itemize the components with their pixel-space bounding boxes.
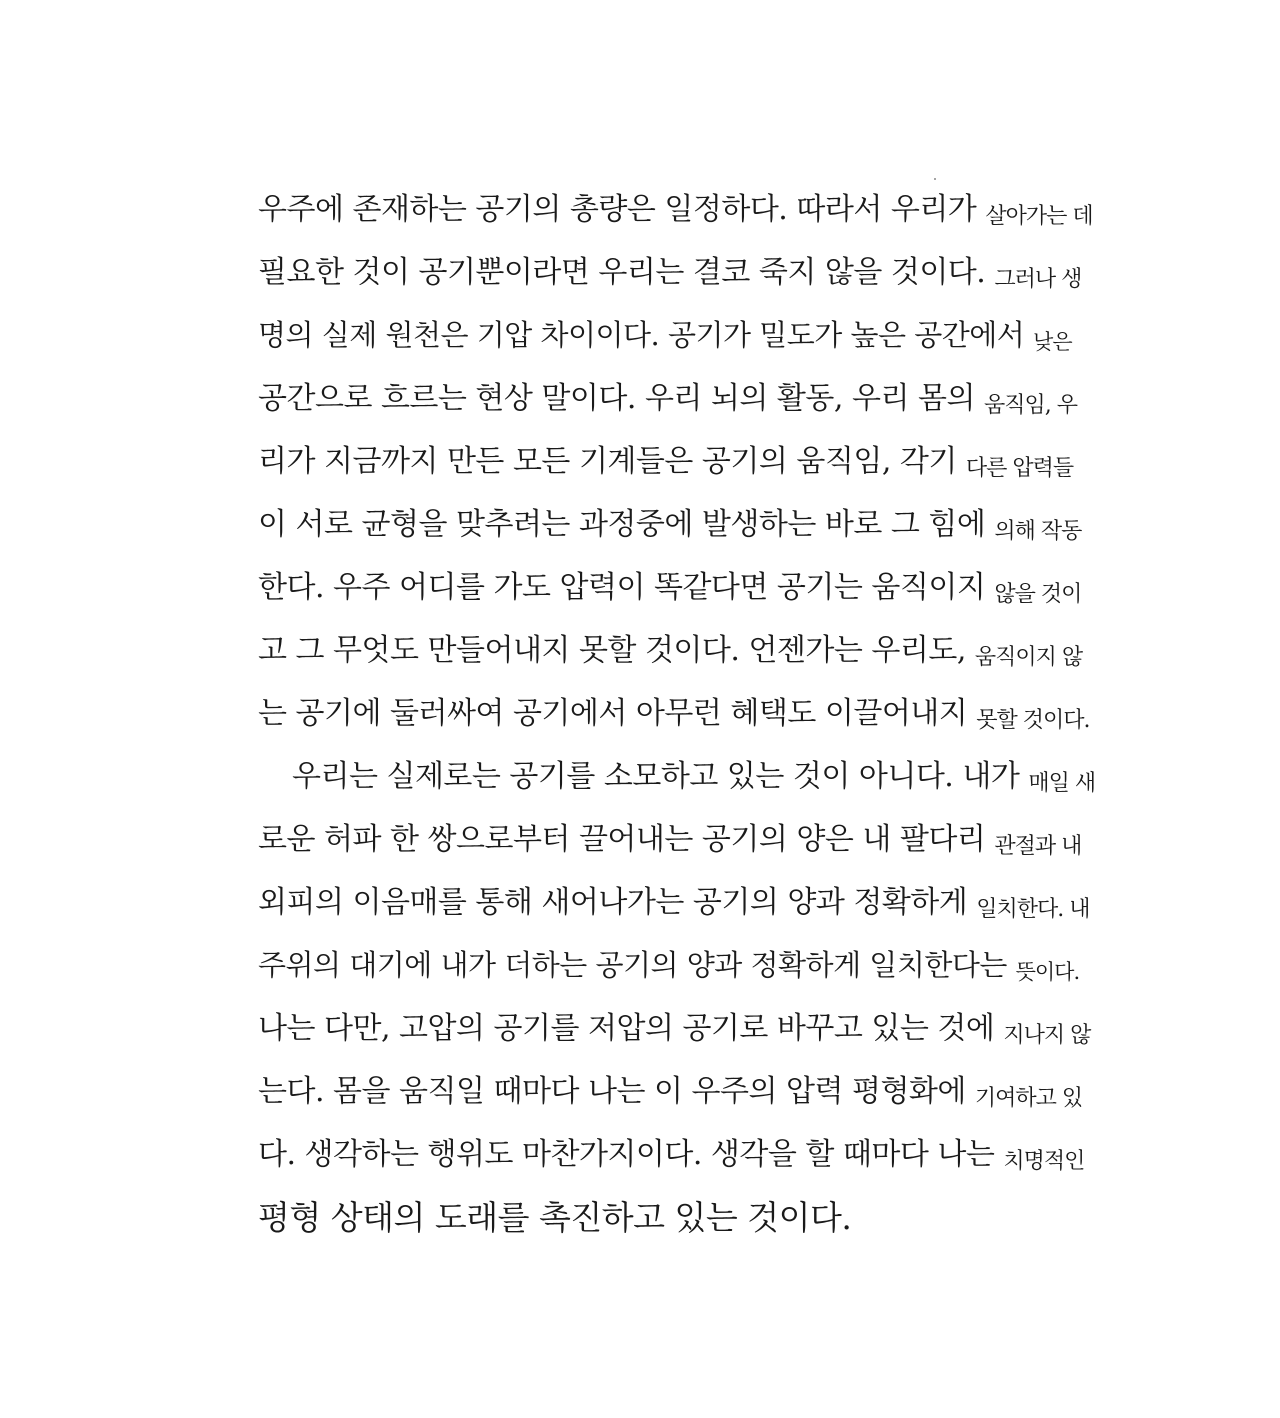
text-line	[258, 682, 1098, 745]
line-tail: 않을 것이	[994, 582, 1082, 607]
body-text	[258, 178, 1098, 1249]
line-text: 외피의 이음매를 통해 새어나가는 공기의 양과 정확하게	[258, 885, 977, 920]
line-tail: 못할 것이다.	[976, 708, 1090, 733]
text-line	[258, 241, 1098, 304]
line-tail: 기여하고 있	[974, 1086, 1083, 1111]
text-line	[258, 1123, 1098, 1186]
line-text: 고 그 무엇도 만들어내지 못할 것이다. 언젠가는 우리도,	[258, 633, 975, 668]
line-tail: 매일 새	[1028, 771, 1096, 796]
line-tail: 다른 압력들	[965, 456, 1074, 481]
line-tail: 치명적인	[1003, 1149, 1085, 1174]
text-line	[258, 178, 1098, 241]
text-line	[258, 367, 1098, 430]
text-line	[258, 619, 1098, 682]
line-text: 필요한 것이 공기뿐이라면 우리는 결코 죽지 않을 것이다.	[258, 255, 995, 290]
line-tail: 살아가는 데	[985, 204, 1093, 229]
line-text: 우리는 실제로는 공기를 소모하고 있는 것이 아니다. 내가	[292, 759, 1029, 794]
line-text: 명의 실제 원천은 기압 차이이다. 공기가 밀도가 높은 공간에서	[258, 318, 1034, 352]
text-line	[258, 745, 1098, 808]
line-text: 주위의 대기에 내가 더하는 공기의 양과 정확하게 일치한다는	[258, 948, 1016, 982]
line-tail: 지나지 않	[1003, 1023, 1091, 1048]
text-line	[258, 1186, 1098, 1249]
line-text: 는다. 몸을 움직일 때마다 나는 이 우주의 압력 평형화에	[258, 1074, 975, 1109]
line-text: 평형 상태의 도래를 촉진하고 있는 것이다.	[258, 1198, 852, 1237]
line-tail: 낮은	[1033, 330, 1072, 354]
text-line	[258, 1060, 1098, 1123]
text-line	[258, 430, 1098, 493]
line-text: 우주에 존재하는 공기의 총량은 일정하다. 따라서 우리가	[258, 192, 986, 227]
text-line	[258, 808, 1098, 871]
line-tail: 움직임, 우	[983, 393, 1077, 418]
line-tail: 의해 작동	[994, 519, 1082, 544]
line-tail: 관절과 내	[994, 834, 1082, 859]
line-tail: 그러나 생	[994, 267, 1082, 292]
line-text: 로운 허파 한 쌍으로부터 끌어내는 공기의 양은 내 팔다리	[258, 822, 995, 857]
line-text: 다. 생각하는 행위도 마찬가지이다. 생각을 할 때마다 나는	[258, 1137, 1004, 1172]
line-tail: 움직이지 않	[974, 645, 1083, 670]
line-text: 는 공기에 둘러싸여 공기에서 아무런 혜택도 이끌어내지	[258, 696, 977, 731]
paragraph-2	[258, 745, 1098, 1249]
line-text: 한다. 우주 어디를 가도 압력이 똑같다면 공기는 움직이지	[258, 570, 995, 605]
text-line	[258, 304, 1098, 367]
paragraph-1	[258, 178, 1098, 745]
text-line	[258, 871, 1098, 934]
line-tail: 뜻이다.	[1015, 960, 1080, 984]
text-line	[258, 934, 1098, 997]
text-line	[258, 556, 1098, 619]
text-line	[258, 997, 1098, 1060]
line-text: 공간으로 흐르는 현상 말이다. 우리 뇌의 활동, 우리 몸의	[258, 381, 984, 416]
text-line	[258, 493, 1098, 556]
line-text: 리가 지금까지 만든 모든 기계들은 공기의 움직임, 각기	[258, 444, 966, 479]
line-text: 이 서로 균형을 맞추려는 과정중에 발생하는 바로 그 힘에	[258, 507, 995, 542]
line-tail: 일치한다. 내	[976, 897, 1090, 922]
line-text: 나는 다만, 고압의 공기를 저압의 공기로 바꾸고 있는 것에	[258, 1011, 1004, 1046]
